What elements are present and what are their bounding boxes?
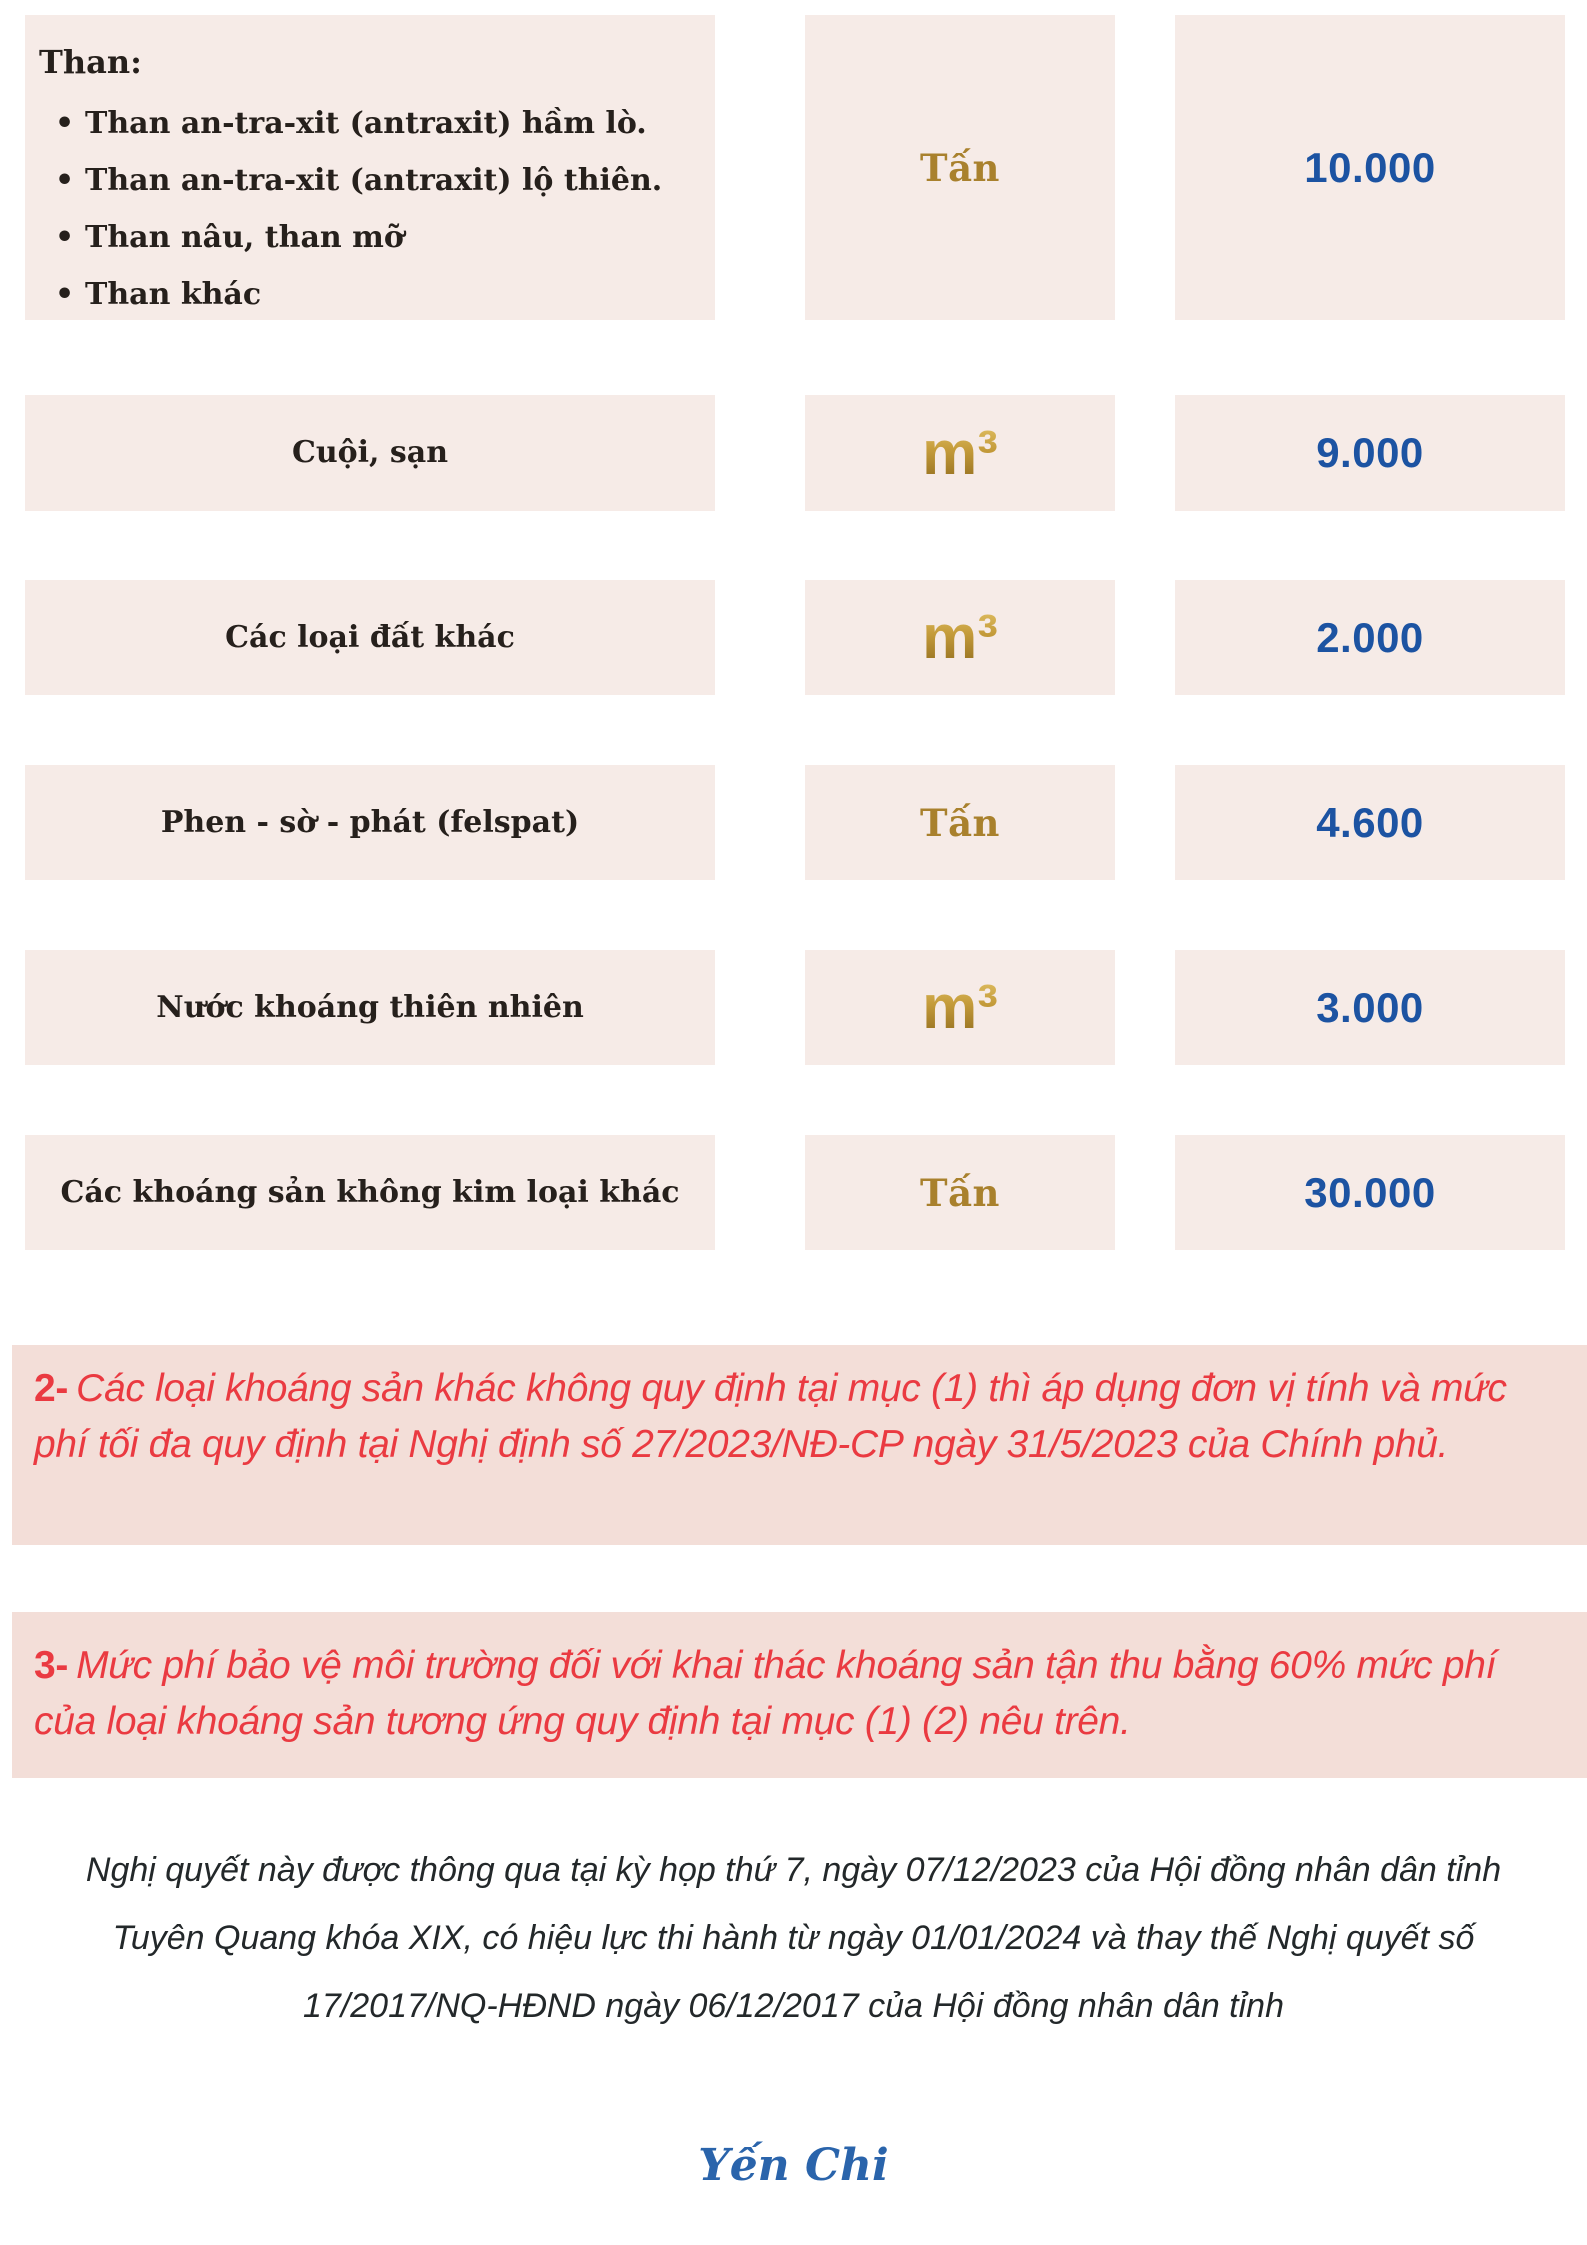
coal-type-item: • Than an-tra-xit (antraxit) lộ thiên. bbox=[39, 152, 697, 209]
note-prefix: 3- bbox=[34, 1644, 69, 1687]
fee-value: 9.000 bbox=[1316, 429, 1424, 476]
unit-m3-label: m³ bbox=[922, 603, 998, 672]
unit-ton-label: Tấn bbox=[920, 800, 1000, 845]
unit-cell bbox=[805, 765, 1115, 880]
unit-ton-label: Tấn bbox=[920, 145, 1000, 190]
closing-paragraph: Nghị quyết này được thông qua tại kỳ họp thứ 7, ngày 07/12/2023 của Hội đồng nhân dân tỉnh Tuyên Quang khóa XIX, có hiệu lực thi hành từ ngày 01/01/2024 và thay thế Nghị quyết số 17/2017/NQ-HĐND ngày 06/12/2017 của Hội đồng nhân dân tỉnh bbox=[85, 1851, 1502, 2025]
unit-ton-label: Tấn bbox=[920, 1170, 1000, 1215]
table-row-coal-label bbox=[25, 15, 715, 320]
note-text: Các loại khoáng sản khác không quy định tại mục (1) thì áp dụng đơn vị tính và mức phí tối đa quy định tại Nghị định số 27/2023/NĐ-CP ngày 31/5/2023 của Chính phủ. bbox=[34, 1367, 1507, 1466]
table-row-label bbox=[25, 1135, 715, 1250]
fee-value-cell bbox=[1175, 15, 1565, 320]
fee-value-cell bbox=[1175, 1135, 1565, 1250]
mineral-label: Các loại đất khác bbox=[225, 619, 515, 655]
unit-m3-label: m³ bbox=[922, 973, 998, 1042]
unit-cell bbox=[805, 395, 1115, 511]
coal-type-list bbox=[39, 95, 697, 323]
table-row-label bbox=[25, 950, 715, 1065]
coal-type-item: • Than an-tra-xit (antraxit) hầm lò. bbox=[39, 95, 697, 152]
unit-m3-label: m³ bbox=[922, 418, 998, 488]
fee-value-cell bbox=[1175, 395, 1565, 511]
fee-value: 3.000 bbox=[1316, 983, 1424, 1031]
table-row-label bbox=[25, 580, 715, 695]
note-prefix: 2- bbox=[34, 1367, 69, 1410]
author-signature: Yến Chi bbox=[698, 2140, 889, 2191]
table-row-label bbox=[25, 765, 715, 880]
mineral-label: Phen - sờ - phát (felspat) bbox=[160, 804, 580, 840]
fee-value: 4.600 bbox=[1316, 798, 1424, 846]
coal-type-item: • Than khác bbox=[39, 266, 697, 323]
unit-cell bbox=[805, 950, 1115, 1065]
fee-value: 10.000 bbox=[1304, 143, 1436, 191]
note-salvage-mining bbox=[12, 1612, 1587, 1778]
mineral-label: Cuội, sạn bbox=[291, 435, 449, 471]
unit-cell bbox=[805, 580, 1115, 695]
fee-value-cell bbox=[1175, 950, 1565, 1065]
mineral-label: Các khoáng sản không kim loại khác bbox=[60, 1174, 680, 1210]
unit-cell bbox=[805, 15, 1115, 320]
fee-value-cell bbox=[1175, 765, 1565, 880]
coal-group-title: Than: bbox=[39, 43, 142, 81]
unit-cell bbox=[805, 1135, 1115, 1250]
fee-value: 2.000 bbox=[1316, 613, 1424, 661]
note-text: Mức phí bảo vệ môi trường đối với khai thác khoáng sản tận thu bằng 60% mức phí của loại khoáng sản tương ứng quy định tại mục (1) (2) nêu trên. bbox=[34, 1644, 1497, 1743]
note-other-minerals bbox=[12, 1345, 1587, 1545]
fee-value-cell bbox=[1175, 580, 1565, 695]
coal-type-item: • Than nâu, than mỡ bbox=[39, 209, 697, 266]
fee-value: 30.000 bbox=[1304, 1168, 1436, 1216]
table-row-label bbox=[25, 395, 715, 511]
mineral-label: Nước khoáng thiên nhiên bbox=[156, 989, 584, 1025]
